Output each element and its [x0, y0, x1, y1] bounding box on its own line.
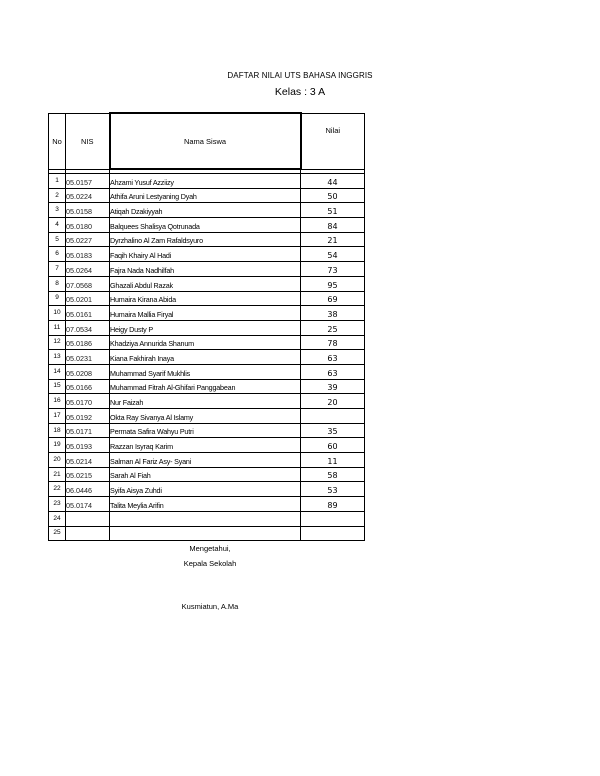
cell-no: 21 — [49, 467, 66, 482]
cell-nilai: 69 — [301, 291, 365, 306]
table-row — [49, 350, 365, 365]
cell-nama: Syifa Aisya Zuhdi — [110, 482, 301, 497]
table-row — [49, 467, 365, 482]
cell-nilai: 58 — [301, 467, 365, 482]
table-row — [49, 291, 365, 306]
cell-nama: Permata Safira Wahyu Putri — [110, 423, 301, 438]
cell-nilai: 50 — [301, 188, 365, 203]
signature-name: Kusmiatun, A.Ma — [181, 602, 239, 611]
cell-nis: 05.0170 — [66, 394, 110, 409]
table-row — [49, 409, 365, 424]
cell-nis: 05.0231 — [66, 350, 110, 365]
cell-nis: 05.0227 — [66, 232, 110, 247]
cell-nis: 05.0224 — [66, 188, 110, 203]
cell-nama: Faqih Khairy Al Hadi — [110, 247, 301, 262]
cell-nama — [110, 526, 301, 541]
cell-nilai: 38 — [301, 306, 365, 321]
table-row — [49, 218, 365, 233]
cell-nis — [66, 511, 110, 526]
cell-nis: 05.0158 — [66, 203, 110, 218]
cell-nilai: 84 — [301, 218, 365, 233]
cell-no: 1 — [49, 174, 66, 189]
cell-nama: Muhammad Syarif Mukhlis — [110, 364, 301, 379]
table-header-row — [49, 113, 365, 169]
cell-nilai: 20 — [301, 394, 365, 409]
header-nama: Nama Siswa — [110, 113, 301, 169]
cell-nama: Razzan Isyraq Karim — [110, 438, 301, 453]
cell-nis: 05.0166 — [66, 379, 110, 394]
cell-nama: Heigy Dusty P — [110, 320, 301, 335]
cell-nilai — [301, 409, 365, 424]
header-no: No — [49, 113, 66, 169]
cell-no: 18 — [49, 423, 66, 438]
table-row — [49, 482, 365, 497]
cell-nis: 05.0183 — [66, 247, 110, 262]
cell-nama: Nur Faizah — [110, 394, 301, 409]
cell-nilai — [301, 511, 365, 526]
cell-no: 3 — [49, 203, 66, 218]
table-row — [49, 306, 365, 321]
cell-nilai: 95 — [301, 276, 365, 291]
cell-no: 20 — [49, 453, 66, 468]
cell-nis: 05.0215 — [66, 467, 110, 482]
cell-nilai: 39 — [301, 379, 365, 394]
cell-nama: Khadziya Annurida Shanum — [110, 335, 301, 350]
cell-no: 23 — [49, 497, 66, 512]
cell-nama: Ahzami Yusuf Azziizy — [110, 174, 301, 189]
table-row — [49, 276, 365, 291]
cell-nis: 05.0192 — [66, 409, 110, 424]
class-label: Kelas : 3 A — [274, 86, 326, 98]
table-row — [49, 232, 365, 247]
cell-nama: Kiana Fakhirah Inaya — [110, 350, 301, 365]
cell-no: 2 — [49, 188, 66, 203]
table-row — [49, 511, 365, 526]
cell-no: 24 — [49, 511, 66, 526]
cell-nilai: 78 — [301, 335, 365, 350]
cell-no: 12 — [49, 335, 66, 350]
cell-nis: 05.0264 — [66, 262, 110, 277]
cell-nama: Dyrzhalino Al Zam Rafaldsyuro — [110, 232, 301, 247]
cell-nis: 05.0174 — [66, 497, 110, 512]
table-row — [49, 188, 365, 203]
cell-nilai: 35 — [301, 423, 365, 438]
cell-nama: Athifa Aruni Lestyaning Dyah — [110, 188, 301, 203]
cell-nis: 05.0161 — [66, 306, 110, 321]
cell-nilai: 21 — [301, 232, 365, 247]
table-row — [49, 174, 365, 189]
cell-nama: Sarah Al Fiah — [110, 467, 301, 482]
cell-nilai: 73 — [301, 262, 365, 277]
table-row — [49, 335, 365, 350]
cell-nama: Ghazali Abdul Razak — [110, 276, 301, 291]
cell-nama: Humaira Kirana Abida — [110, 291, 301, 306]
cell-no: 7 — [49, 262, 66, 277]
table-row — [49, 423, 365, 438]
cell-nilai: 51 — [301, 203, 365, 218]
cell-nilai: 63 — [301, 364, 365, 379]
cell-no: 25 — [49, 526, 66, 541]
cell-nama — [110, 511, 301, 526]
table-row — [49, 379, 365, 394]
table-row — [49, 320, 365, 335]
cell-nis: 05.0180 — [66, 218, 110, 233]
cell-nama: Balquees Shalisya Qotrunada — [110, 218, 301, 233]
cell-nilai: 53 — [301, 482, 365, 497]
table-row — [49, 262, 365, 277]
cell-no: 16 — [49, 394, 66, 409]
cell-nis: 05.0193 — [66, 438, 110, 453]
signature-mengetahui: Mengetahui, — [189, 544, 231, 553]
cell-no: 5 — [49, 232, 66, 247]
signature-title: Kepala Sekolah — [183, 559, 237, 568]
cell-nilai: 89 — [301, 497, 365, 512]
grades-table — [48, 112, 365, 541]
cell-nis: 07.0534 — [66, 320, 110, 335]
cell-nilai: 63 — [301, 350, 365, 365]
cell-no: 14 — [49, 364, 66, 379]
cell-nilai — [301, 526, 365, 541]
document-title: DAFTAR NILAI UTS BAHASA INGGRIS — [227, 71, 373, 80]
cell-nama: Talita Meylia Arifin — [110, 497, 301, 512]
table-row — [49, 453, 365, 468]
cell-no: 9 — [49, 291, 66, 306]
cell-nilai: 44 — [301, 174, 365, 189]
table-row — [49, 364, 365, 379]
cell-nilai: 11 — [301, 453, 365, 468]
cell-no: 13 — [49, 350, 66, 365]
cell-no: 8 — [49, 276, 66, 291]
cell-nis: 05.0186 — [66, 335, 110, 350]
cell-no: 15 — [49, 379, 66, 394]
cell-nis — [66, 526, 110, 541]
cell-no: 10 — [49, 306, 66, 321]
cell-no: 19 — [49, 438, 66, 453]
cell-nis: 05.0201 — [66, 291, 110, 306]
cell-nilai: 25 — [301, 320, 365, 335]
cell-nama: Salman Al Fariz Asy- Syani — [110, 453, 301, 468]
cell-no: 22 — [49, 482, 66, 497]
cell-no: 6 — [49, 247, 66, 262]
table-row — [49, 394, 365, 409]
cell-nilai: 60 — [301, 438, 365, 453]
cell-nama: Fajra Nada Nadhilfah — [110, 262, 301, 277]
cell-nama: Okta Ray Sivanya Al Islamy — [110, 409, 301, 424]
cell-nilai: 54 — [301, 247, 365, 262]
header-nilai: Nilai — [301, 113, 365, 169]
table-row — [49, 203, 365, 218]
cell-nis: 07.0568 — [66, 276, 110, 291]
cell-no: 11 — [49, 320, 66, 335]
cell-nis: 05.0171 — [66, 423, 110, 438]
cell-nis: 06.0446 — [66, 482, 110, 497]
table-row — [49, 497, 365, 512]
cell-nama: Atiqah Dzakiyyah — [110, 203, 301, 218]
table-row — [49, 247, 365, 262]
cell-no: 17 — [49, 409, 66, 424]
cell-nama: Muhammad Fitrah Al-Ghifari Panggabean — [110, 379, 301, 394]
table-row — [49, 526, 365, 541]
cell-no: 4 — [49, 218, 66, 233]
cell-nama: Humaira Mallia Firyal — [110, 306, 301, 321]
cell-nis: 05.0208 — [66, 364, 110, 379]
header-nis: NIS — [66, 113, 110, 169]
cell-nis: 05.0157 — [66, 174, 110, 189]
cell-nis: 05.0214 — [66, 453, 110, 468]
table-row — [49, 438, 365, 453]
